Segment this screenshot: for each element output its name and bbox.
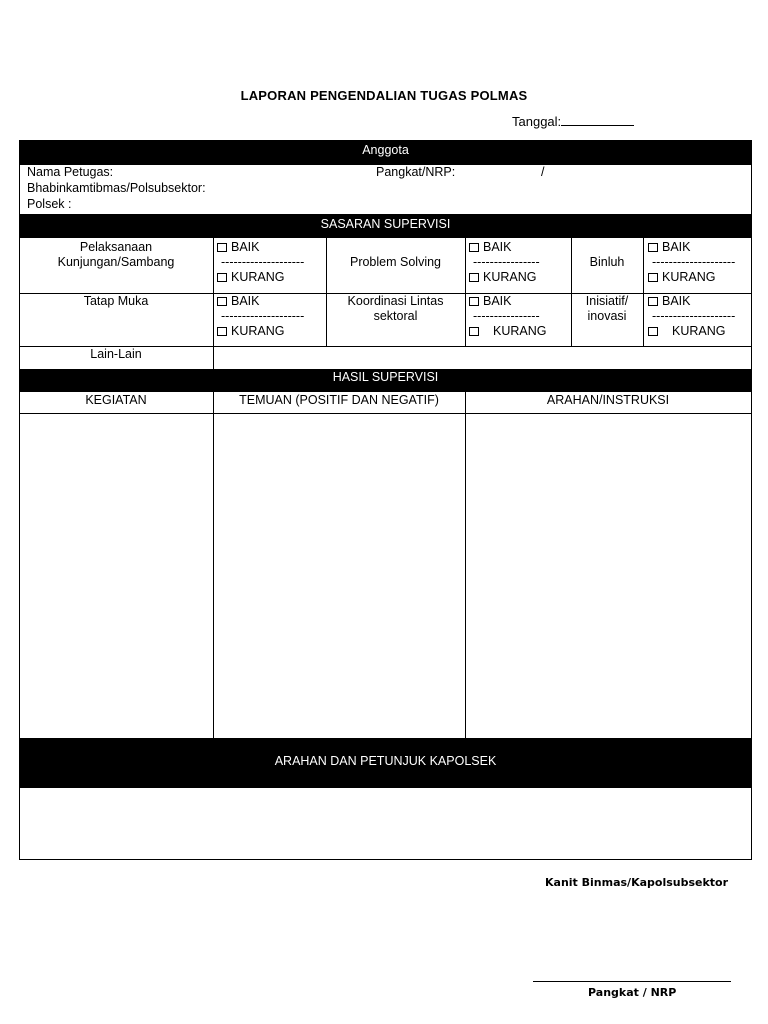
section-sasaran-supervisi: SASARAN SUPERVISI — [19, 214, 752, 238]
tatap-muka-kurang-option[interactable]: KURANG — [217, 324, 304, 339]
grid-line — [465, 238, 466, 346]
koordinasi-label: Koordinasi Lintas sektoral — [347, 294, 444, 323]
checkbox-icon[interactable] — [217, 273, 227, 282]
inisiatif-label: Inisiatif/ inovasi — [585, 294, 629, 323]
checkbox-icon[interactable] — [217, 297, 227, 306]
checkbox-icon[interactable] — [217, 243, 227, 252]
section-anggota: Anggota — [19, 140, 752, 165]
checkbox-icon[interactable] — [648, 297, 658, 306]
pelaksanaan-label: Pelaksanaan Kunjungan/Sambang — [57, 240, 175, 269]
arahan-kapolsek-field[interactable] — [20, 789, 751, 858]
signature-line[interactable] — [533, 981, 731, 982]
koordinasi-baik-option[interactable]: BAIK — [469, 294, 546, 309]
checkbox-icon[interactable] — [648, 327, 658, 336]
problem-solving-label: Problem Solving — [349, 255, 441, 269]
pangkat-nrp-slash: / — [541, 165, 545, 179]
tatap-muka-checkboxes: BAIK -------------------- KURANG — [217, 294, 304, 339]
page-title: LAPORAN PENGENDALIAN TUGAS POLMAS — [240, 88, 528, 103]
polsek-label: Polsek : — [27, 197, 72, 211]
problem-solving-checkboxes: BAIK ---------------- KURANG — [469, 240, 540, 285]
pelaksanaan-baik-option[interactable]: BAIK — [217, 240, 304, 255]
binluh-baik-option[interactable]: BAIK — [648, 240, 735, 255]
problem-solving-baik-option[interactable]: BAIK — [469, 240, 540, 255]
tatap-muka-label: Tatap Muka — [83, 294, 149, 308]
arahan-instruksi-field[interactable] — [466, 414, 751, 738]
lain-lain-label: Lain-Lain — [90, 347, 142, 361]
checkbox-icon[interactable] — [648, 273, 658, 282]
date-field — [512, 114, 634, 129]
lain-lain-field[interactable] — [214, 347, 751, 368]
binluh-kurang-option[interactable]: KURANG — [648, 270, 735, 285]
kegiatan-field[interactable] — [20, 414, 213, 738]
checkbox-icon[interactable] — [469, 243, 479, 252]
date-blank-line[interactable] — [561, 114, 634, 126]
column-temuan: TEMUAN (POSITIF DAN NEGATIF) — [239, 393, 439, 407]
checkbox-icon[interactable] — [217, 327, 227, 336]
section-hasil-supervisi: HASIL SUPERVISI — [19, 369, 752, 392]
nama-petugas-label: Nama Petugas: — [27, 165, 114, 179]
koordinasi-kurang-option[interactable]: KURANG — [469, 324, 546, 339]
checkbox-icon[interactable] — [469, 273, 479, 282]
checkbox-icon[interactable] — [469, 327, 479, 336]
column-arahan-instruksi: ARAHAN/INSTRUKSI — [546, 393, 670, 407]
inisiatif-baik-option[interactable]: BAIK — [648, 294, 735, 309]
pelaksanaan-kurang-option[interactable]: KURANG — [217, 270, 304, 285]
problem-solving-kurang-option[interactable]: KURANG — [469, 270, 540, 285]
temuan-field[interactable] — [214, 414, 465, 738]
pelaksanaan-checkboxes: BAIK -------------------- KURANG — [217, 240, 304, 285]
tatap-muka-baik-option[interactable]: BAIK — [217, 294, 304, 309]
signature-role: Kanit Binmas/Kapolsubsektor — [545, 876, 729, 889]
checkbox-icon[interactable] — [469, 297, 479, 306]
binluh-checkboxes: BAIK -------------------- KURANG — [648, 240, 735, 285]
section-arahan-kapolsek: ARAHAN DAN PETUNJUK KAPOLSEK — [19, 738, 752, 788]
grid-line — [643, 238, 644, 346]
bhabinkamtibmas-label: Bhabinkamtibmas/Polsubsektor: — [27, 181, 206, 195]
koordinasi-checkboxes: BAIK ---------------- KURANG — [469, 294, 546, 339]
binluh-label: Binluh — [589, 255, 625, 269]
pangkat-nrp-label: Pangkat/NRP: — [376, 165, 456, 179]
date-label: Tanggal: — [512, 114, 562, 129]
inisiatif-kurang-option[interactable]: KURANG — [648, 324, 735, 339]
column-kegiatan: KEGIATAN — [85, 393, 147, 407]
inisiatif-checkboxes: BAIK -------------------- KURANG — [648, 294, 735, 339]
checkbox-icon[interactable] — [648, 243, 658, 252]
signature-pangkat-nrp: Pangkat / NRP — [588, 986, 677, 999]
